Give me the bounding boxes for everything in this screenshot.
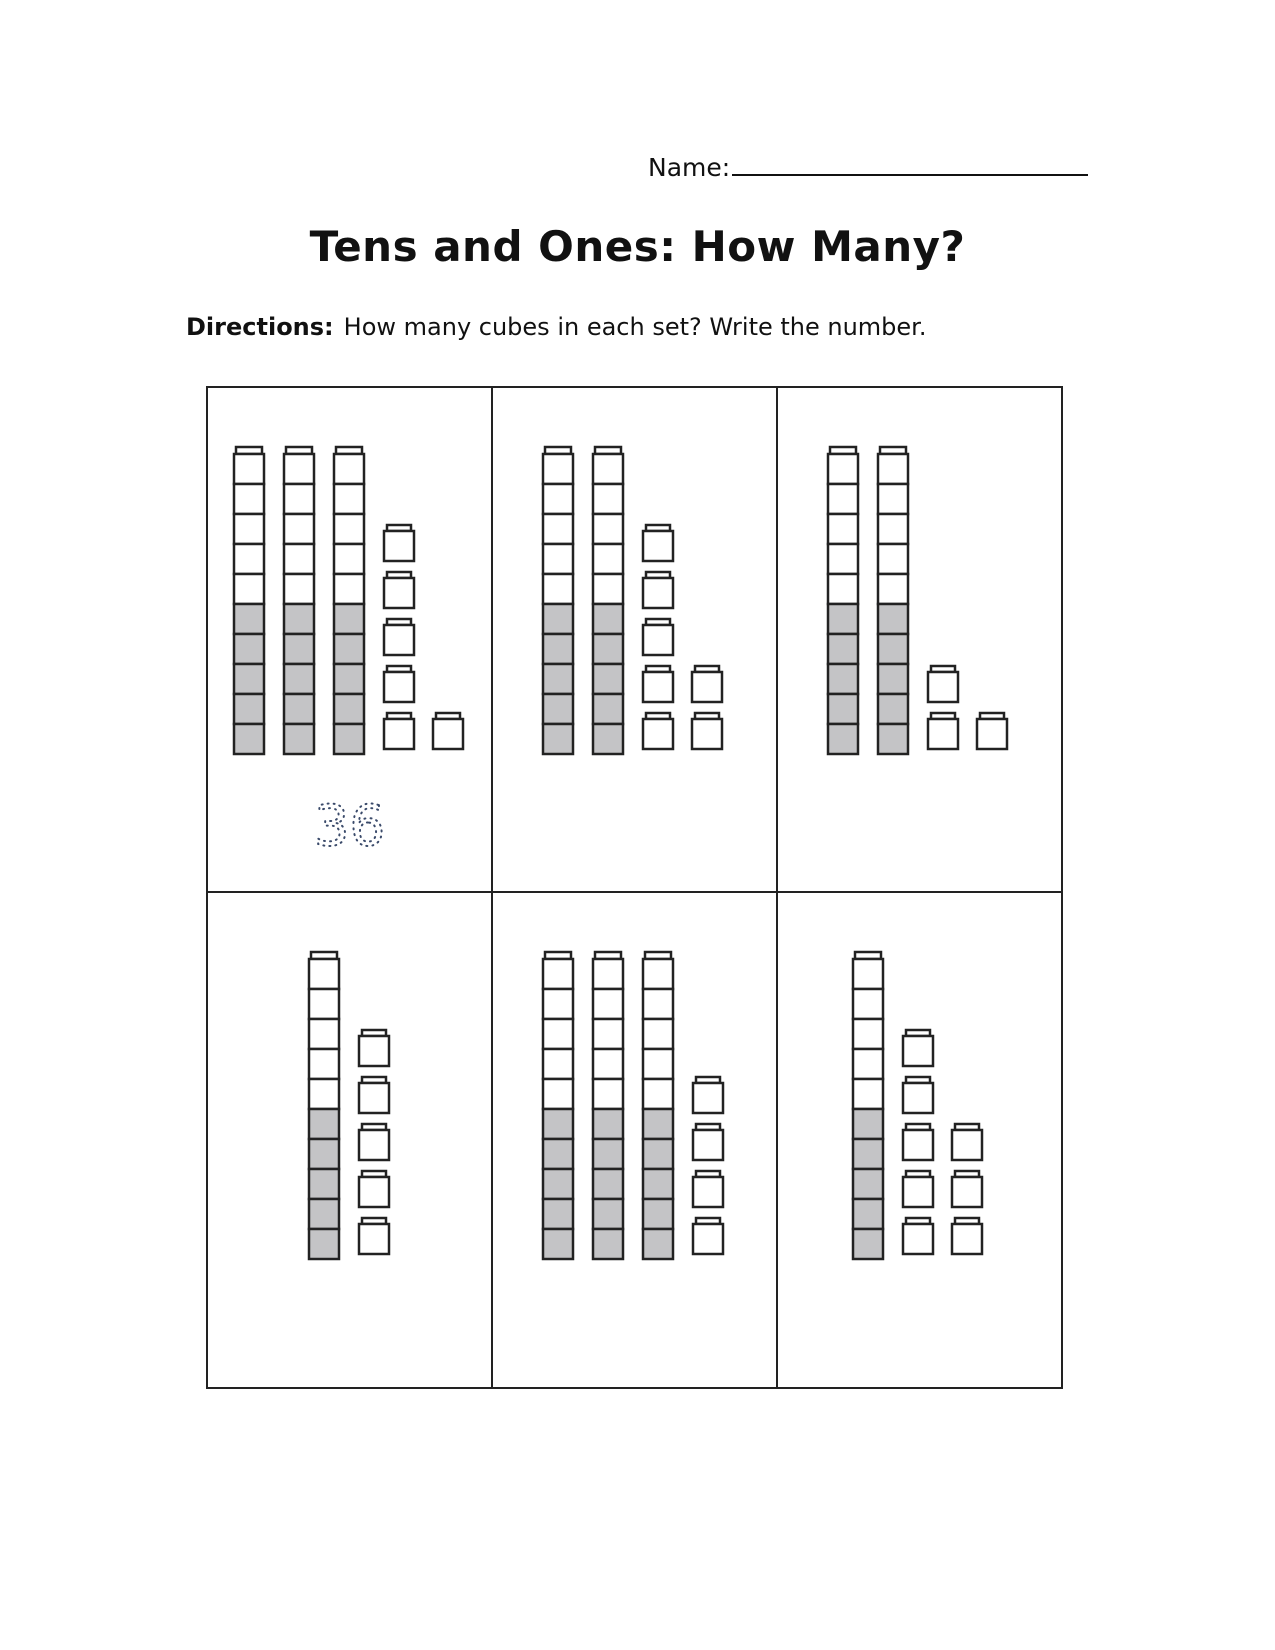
one-cube	[384, 525, 414, 561]
cube-body	[359, 1083, 389, 1113]
rod-cube	[853, 1199, 883, 1229]
cube-body	[384, 719, 414, 749]
one-cube	[903, 1030, 933, 1066]
rod-cube	[593, 1199, 623, 1229]
cube-body	[384, 531, 414, 561]
cube-body	[952, 1130, 982, 1160]
rod-cube	[284, 664, 314, 694]
rod-cube	[309, 1049, 339, 1079]
rod-cube	[543, 1049, 573, 1079]
cube-body	[359, 1177, 389, 1207]
ten-rod	[309, 952, 339, 1259]
rod-cube	[234, 664, 264, 694]
rod-cube	[828, 544, 858, 574]
cube-body	[693, 1177, 723, 1207]
rod-cube	[309, 1079, 339, 1109]
rod-cube	[828, 664, 858, 694]
rod-cube	[543, 959, 573, 989]
cube-body	[692, 672, 722, 702]
ten-rod	[643, 952, 673, 1259]
rod-cube	[543, 694, 573, 724]
one-cube	[928, 666, 958, 702]
problem-4-blocks	[309, 952, 389, 1259]
cube-body	[693, 1130, 723, 1160]
one-cube	[359, 1124, 389, 1160]
rod-cube	[593, 634, 623, 664]
directions-text: How many cubes in each set? Write the number.	[343, 313, 927, 341]
rod-cube	[853, 1079, 883, 1109]
one-cube	[903, 1171, 933, 1207]
problem-cell-3[interactable]	[777, 387, 1062, 892]
rod-cube	[593, 544, 623, 574]
rod-cube	[334, 724, 364, 754]
rod-cube	[828, 454, 858, 484]
one-cube	[643, 525, 673, 561]
cube-body	[952, 1224, 982, 1254]
ten-rod	[543, 952, 573, 1259]
rod-cube	[643, 1049, 673, 1079]
ten-rod	[593, 952, 623, 1259]
ten-rod	[828, 447, 858, 754]
ten-rod	[543, 447, 573, 754]
rod-cube	[853, 1229, 883, 1259]
rod-cube	[334, 664, 364, 694]
rod-cube	[878, 454, 908, 484]
rod-cube	[309, 959, 339, 989]
cube-body	[977, 719, 1007, 749]
ten-rod	[853, 952, 883, 1259]
rod-cube	[828, 694, 858, 724]
rod-cube	[543, 1199, 573, 1229]
rod-cube	[593, 454, 623, 484]
rod-cube	[309, 1169, 339, 1199]
problem-5-blocks	[543, 952, 723, 1259]
cube-body	[359, 1130, 389, 1160]
rod-cube	[878, 544, 908, 574]
rod-cube	[234, 574, 264, 604]
one-cube	[433, 713, 463, 749]
rod-cube	[593, 724, 623, 754]
problem-1-blocks	[234, 447, 463, 754]
rod-cube	[878, 694, 908, 724]
rod-cube	[853, 1049, 883, 1079]
rod-cube	[853, 1109, 883, 1139]
rod-cube	[643, 959, 673, 989]
rod-cube	[853, 1019, 883, 1049]
rod-cube	[334, 634, 364, 664]
one-cube	[359, 1171, 389, 1207]
one-cube	[693, 1124, 723, 1160]
cube-body	[384, 625, 414, 655]
rod-cube	[643, 1199, 673, 1229]
rod-cube	[543, 484, 573, 514]
rod-cube	[309, 1199, 339, 1229]
directions-label: Directions:	[186, 313, 334, 341]
rod-cube	[543, 634, 573, 664]
cube-body	[359, 1224, 389, 1254]
rod-cube	[543, 989, 573, 1019]
one-cube	[643, 666, 673, 702]
one-cube	[903, 1077, 933, 1113]
rod-cube	[543, 1019, 573, 1049]
cube-body	[952, 1177, 982, 1207]
rod-cube	[828, 574, 858, 604]
cube-body	[693, 1224, 723, 1254]
cube-body	[903, 1036, 933, 1066]
rod-cube	[309, 989, 339, 1019]
rod-cube	[284, 484, 314, 514]
rod-cube	[878, 484, 908, 514]
rod-cube	[543, 604, 573, 634]
rod-cube	[853, 989, 883, 1019]
rod-cube	[234, 694, 264, 724]
rod-cube	[593, 574, 623, 604]
cube-body	[693, 1083, 723, 1113]
rod-cube	[643, 1109, 673, 1139]
problem-6-blocks	[853, 952, 982, 1259]
rod-cube	[593, 1139, 623, 1169]
rod-cube	[643, 1169, 673, 1199]
cube-body	[903, 1224, 933, 1254]
cube-body	[433, 719, 463, 749]
cube-body	[903, 1130, 933, 1160]
one-cube	[384, 572, 414, 608]
rod-cube	[853, 959, 883, 989]
rod-cube	[593, 1169, 623, 1199]
cube-body	[928, 719, 958, 749]
one-cube	[359, 1077, 389, 1113]
rod-cube	[543, 454, 573, 484]
rod-cube	[543, 514, 573, 544]
cube-body	[903, 1177, 933, 1207]
rod-cube	[234, 454, 264, 484]
rod-cube	[284, 694, 314, 724]
rod-cube	[284, 574, 314, 604]
one-cube	[384, 713, 414, 749]
rod-cube	[334, 694, 364, 724]
one-cube	[977, 713, 1007, 749]
one-cube	[952, 1171, 982, 1207]
rod-cube	[643, 1229, 673, 1259]
one-cube	[928, 713, 958, 749]
one-cube	[643, 619, 673, 655]
rod-cube	[309, 1019, 339, 1049]
cube-body	[643, 531, 673, 561]
one-cube	[643, 713, 673, 749]
rod-cube	[878, 664, 908, 694]
rod-cube	[878, 514, 908, 544]
one-cube	[692, 666, 722, 702]
rod-cube	[284, 544, 314, 574]
rod-cube	[234, 544, 264, 574]
rod-cube	[543, 1169, 573, 1199]
ten-rod	[284, 447, 314, 754]
ten-rod	[234, 447, 264, 754]
rod-cube	[828, 634, 858, 664]
rod-cube	[284, 454, 314, 484]
rod-cube	[878, 604, 908, 634]
rod-cube	[284, 634, 314, 664]
rod-cube	[593, 604, 623, 634]
problem-2-blocks	[543, 447, 722, 754]
one-cube	[952, 1124, 982, 1160]
one-cube	[692, 713, 722, 749]
rod-cube	[853, 1169, 883, 1199]
rod-cube	[284, 604, 314, 634]
one-cube	[693, 1171, 723, 1207]
one-cube	[359, 1218, 389, 1254]
rod-cube	[853, 1139, 883, 1169]
rod-cube	[593, 959, 623, 989]
ten-rod	[878, 447, 908, 754]
one-cube	[693, 1218, 723, 1254]
rod-cube	[284, 724, 314, 754]
rod-cube	[284, 514, 314, 544]
rod-cube	[593, 664, 623, 694]
rod-cube	[543, 574, 573, 604]
rod-cube	[234, 724, 264, 754]
rod-cube	[543, 664, 573, 694]
rod-cube	[309, 1229, 339, 1259]
rod-cube	[878, 634, 908, 664]
cube-body	[359, 1036, 389, 1066]
problem-cell-4[interactable]	[207, 892, 492, 1388]
rod-cube	[828, 604, 858, 634]
rod-cube	[234, 484, 264, 514]
rod-cube	[543, 1139, 573, 1169]
cube-body	[384, 672, 414, 702]
cube-body	[903, 1083, 933, 1113]
worksheet-title: Tens and Ones: How Many?	[309, 222, 966, 271]
rod-cube	[543, 1229, 573, 1259]
rod-cube	[593, 484, 623, 514]
rod-cube	[334, 604, 364, 634]
one-cube	[903, 1218, 933, 1254]
cube-body	[643, 672, 673, 702]
answer-1[interactable]: 36	[313, 794, 386, 859]
rod-cube	[593, 1049, 623, 1079]
problem-cell-2[interactable]	[492, 387, 777, 892]
rod-cube	[643, 1139, 673, 1169]
one-cube	[693, 1077, 723, 1113]
name-label: Name:	[648, 153, 731, 182]
rod-cube	[643, 989, 673, 1019]
one-cube	[643, 572, 673, 608]
rod-cube	[309, 1139, 339, 1169]
rod-cube	[334, 544, 364, 574]
one-cube	[359, 1030, 389, 1066]
rod-cube	[593, 1109, 623, 1139]
problem-cell-5[interactable]	[492, 892, 777, 1388]
rod-cube	[234, 604, 264, 634]
rod-cube	[334, 484, 364, 514]
rod-cube	[593, 1079, 623, 1109]
cube-body	[643, 625, 673, 655]
rod-cube	[309, 1109, 339, 1139]
one-cube	[384, 619, 414, 655]
rod-cube	[234, 514, 264, 544]
rod-cube	[878, 574, 908, 604]
rod-cube	[593, 514, 623, 544]
rod-cube	[543, 544, 573, 574]
rod-cube	[828, 484, 858, 514]
rod-cube	[593, 1019, 623, 1049]
rod-cube	[543, 1079, 573, 1109]
rod-cube	[828, 724, 858, 754]
cube-body	[643, 578, 673, 608]
rod-cube	[593, 1229, 623, 1259]
rod-cube	[543, 1109, 573, 1139]
rod-cube	[593, 694, 623, 724]
one-cube	[952, 1218, 982, 1254]
rod-cube	[593, 989, 623, 1019]
ten-rod	[334, 447, 364, 754]
rod-cube	[828, 514, 858, 544]
rod-cube	[334, 574, 364, 604]
one-cube	[903, 1124, 933, 1160]
rod-cube	[334, 454, 364, 484]
cube-body	[928, 672, 958, 702]
problem-3-blocks	[828, 447, 1007, 754]
rod-cube	[878, 724, 908, 754]
rod-cube	[234, 634, 264, 664]
cube-body	[384, 578, 414, 608]
rod-cube	[543, 724, 573, 754]
cube-body	[643, 719, 673, 749]
rod-cube	[334, 514, 364, 544]
rod-cube	[643, 1079, 673, 1109]
ten-rod	[593, 447, 623, 754]
cube-body	[692, 719, 722, 749]
one-cube	[384, 666, 414, 702]
rod-cube	[643, 1019, 673, 1049]
